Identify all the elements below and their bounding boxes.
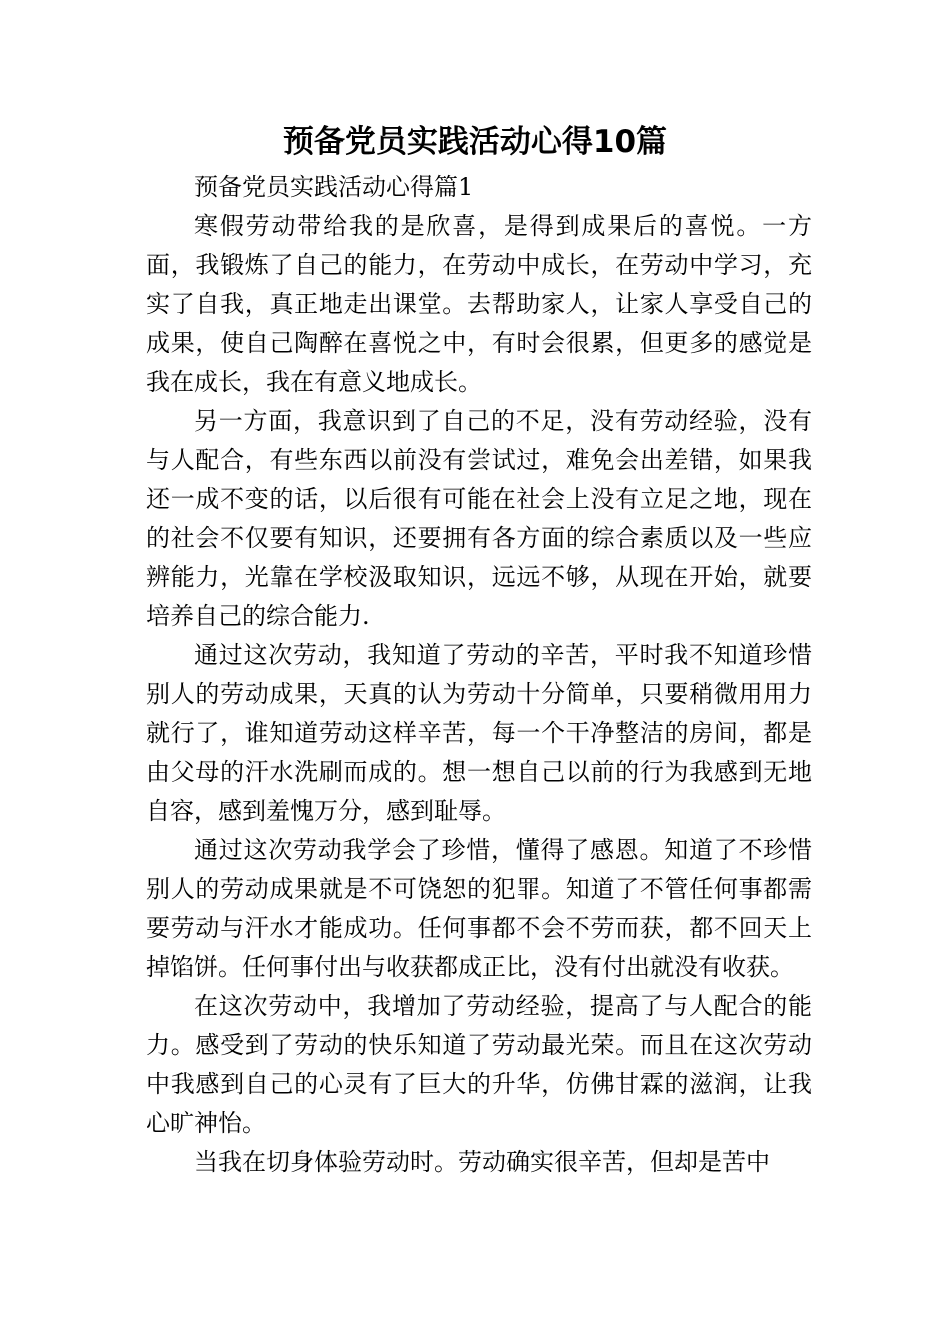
section-heading: 预备党员实践活动心得篇1 bbox=[194, 173, 474, 201]
document-title: 预备党员实践活动心得10篇 bbox=[282, 124, 668, 160]
paragraph: 通过这次劳动，我知道了劳动的辛苦，平时我不知道珍惜别人的劳动成果，天真的认为劳动十分简单，只要稍微用用力就行了，谁知道劳动这样辛苦，每一个干净整洁的房间，都是由父母的汗水洗刷而成的。想一想自己以前的行为我感到无地自容，感到羞愧万分，感到耻辱。 bbox=[146, 641, 812, 825]
paragraph: 寒假劳动带给我的是欣喜，是得到成果后的喜悦。一方面，我锻炼了自己的能力，在劳动中成长，在劳动中学习，充实了自我，真正地走出课堂。去帮助家人，让家人享受自己的成果，使自己陶醉在喜悦之中，有时会很累，但更多的感觉是我在成长，我在有意义地成长。 bbox=[146, 212, 812, 396]
paragraph: 另一方面，我意识到了自己的不足，没有劳动经验，没有与人配合，有些东西以前没有尝试过，难免会出差错，如果我还一成不变的话，以后很有可能在社会上没有立足之地，现在的社会不仅要有知识，还要拥有各方面的综合素质以及一些应辨能力，光靠在学校汲取知识，远远不够，从现在开始，就要培养自己的综合能力. bbox=[146, 407, 812, 630]
paragraph: 当我在切身体验劳动时。劳动确实很辛苦，但却是苦中 bbox=[194, 1148, 770, 1176]
document-body bbox=[146, 168, 812, 1182]
paragraph: 在这次劳动中，我增加了劳动经验，提高了与人配合的能力。感受到了劳动的快乐知道了劳动最光荣。而且在这次劳动中我感到自己的心灵有了巨大的升华，仿佛甘霖的滋润，让我心旷神怡。 bbox=[146, 992, 812, 1137]
paragraph: 通过这次劳动我学会了珍惜，懂得了感恩。知道了不珍惜别人的劳动成果就是不可饶恕的犯罪。知道了不管任何事都需要劳动与汗水才能成功。任何事都不会不劳而获，都不回天上掉馅饼。任何事付出与收获都成正比，没有付出就没有收获。 bbox=[146, 836, 812, 981]
